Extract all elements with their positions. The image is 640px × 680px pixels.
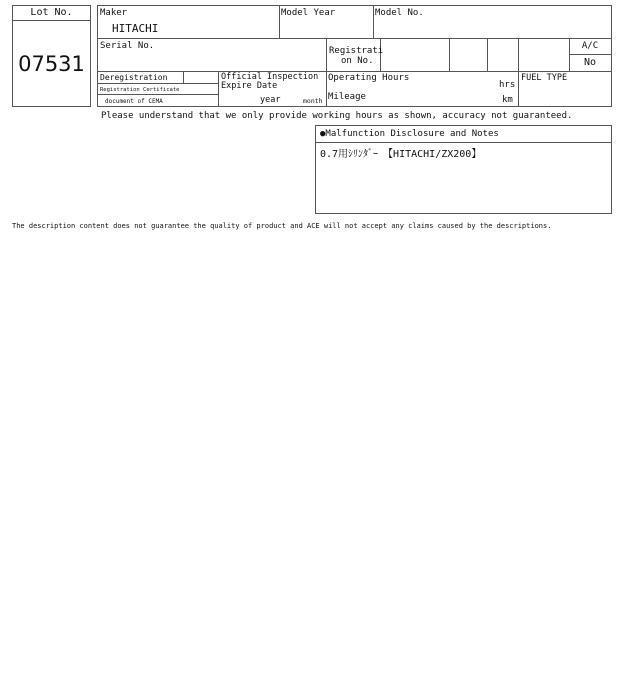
col-reg-3	[518, 38, 519, 106]
lot-divider	[13, 20, 90, 21]
col-dereg-value-end	[218, 71, 219, 106]
fuel-type-label: FUEL TYPE	[521, 73, 568, 83]
model-year-label: Model Year	[281, 8, 336, 18]
ac-label: A/C	[581, 41, 599, 51]
inspection-label-1: Official Inspection	[221, 72, 319, 82]
ac-value: No	[583, 57, 597, 68]
malfunction-text: 0.7用ｼﾘﾝﾀﾞｰ 【HITACHI/ZX200】	[320, 149, 482, 160]
malfunction-box	[315, 125, 612, 214]
serial-no-label: Serial No.	[100, 41, 155, 51]
mileage-unit: km	[502, 95, 513, 105]
deregistration-label: Deregistration	[100, 73, 168, 82]
ac-divider	[569, 54, 611, 55]
maker-label: Maker	[100, 8, 128, 18]
disclaimer: The description content does not guarantee the quality of product and ACE will not accept any claims caused by the descriptions.	[12, 222, 552, 230]
col-year-end	[373, 6, 374, 38]
lot-label: Lot No.	[30, 7, 73, 18]
operating-hours-label: Operating Hours	[328, 73, 410, 83]
malfunction-divider	[316, 142, 611, 143]
inspection-year-label: year	[260, 95, 281, 105]
registration-no-label-1: Registrati	[329, 46, 384, 56]
info-grid	[97, 5, 612, 107]
col-serial-end	[326, 38, 327, 106]
col-reg-2	[487, 38, 488, 71]
lot-number: 07531	[18, 52, 85, 76]
malfunction-title: ●Malfunction Disclosure and Notes	[320, 129, 499, 139]
inspection-month-label: month	[303, 97, 323, 105]
col-dereg-end	[183, 71, 184, 83]
mileage-label: Mileage	[328, 92, 366, 102]
dereg-divider-1	[98, 83, 218, 84]
registration-no-label-2: on No.	[341, 56, 374, 66]
accuracy-notice: Please understand that we only provide working hours as shown, accuracy not guaranteed.	[101, 111, 573, 121]
lot-box	[12, 5, 91, 107]
maker-value: HITACHI	[112, 22, 159, 35]
registration-certificate-label: Registration Certificate	[100, 87, 180, 93]
inspection-label-2: Expire Date	[221, 81, 278, 91]
row-divider-2	[98, 71, 611, 72]
row-divider-1	[98, 38, 611, 39]
model-no-label: Model No.	[375, 8, 424, 18]
col-reg-1	[449, 38, 450, 71]
col-maker-end	[279, 6, 280, 38]
operating-hours-unit: hrs	[499, 80, 516, 90]
cema-label: document of CEMA	[105, 98, 163, 105]
